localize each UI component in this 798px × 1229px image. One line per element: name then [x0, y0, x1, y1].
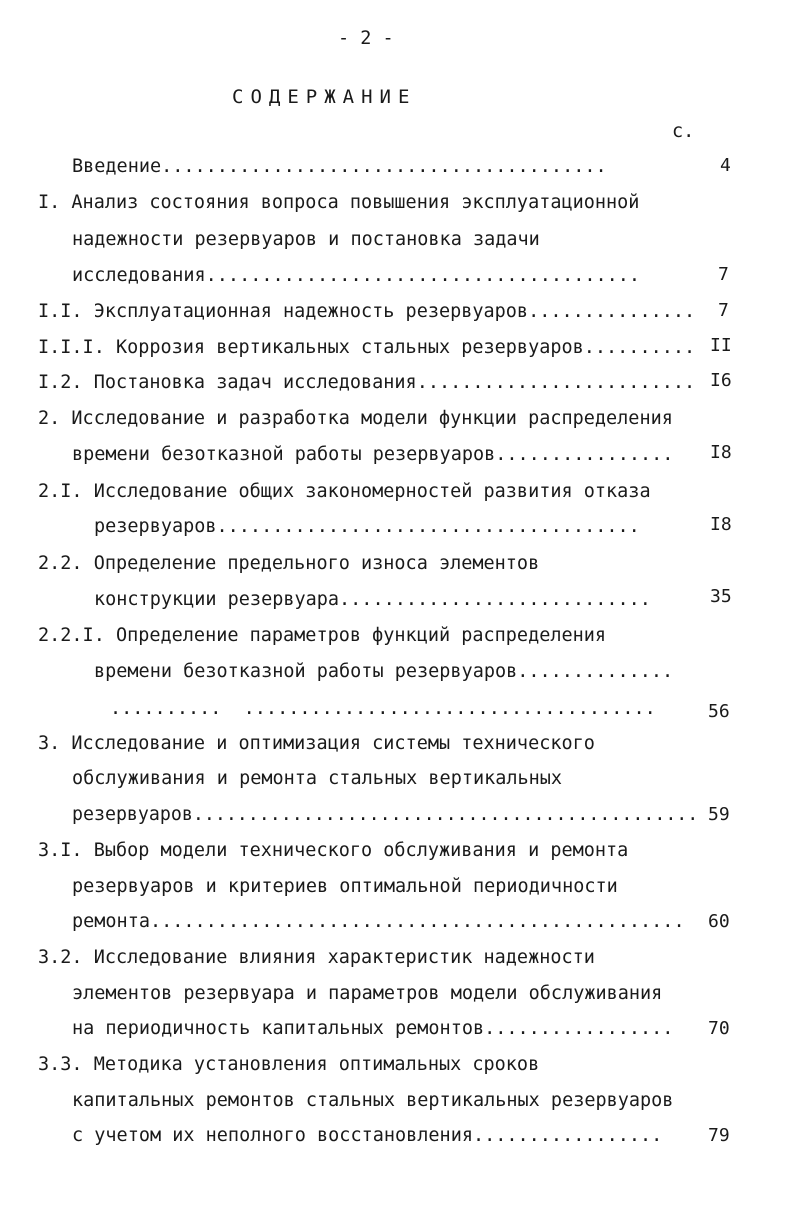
toc-entry-line: .......... ..................................... — [110, 698, 656, 719]
toc-entry-line: Введение........................................ — [72, 156, 607, 177]
toc-page-number: I8 — [710, 514, 732, 535]
toc-entry-line: с учетом их неполного восстановления................. — [72, 1125, 663, 1146]
toc-page-number: 7 — [718, 264, 729, 285]
toc-entry-line: конструкции резервуара............................ — [94, 589, 651, 610]
toc-entry-line: времени безотказной работы резервуаров.............. — [94, 661, 674, 682]
toc-page-number: 35 — [710, 586, 732, 607]
toc-page-number: 60 — [708, 911, 730, 932]
page-column-label: с. — [672, 121, 695, 142]
toc-page-number: 59 — [708, 804, 730, 825]
toc-heading: СОДЕРЖАНИЕ — [232, 86, 417, 108]
toc-entry-line: резервуаров...................................... — [94, 516, 640, 537]
toc-page-number: 79 — [708, 1125, 730, 1146]
toc-page-number: I6 — [710, 370, 732, 391]
toc-entry-line: I.I.I. Коррозия вертикальных стальных резервуаров.......... — [38, 337, 696, 358]
toc-entry-line: надежности резервуаров и постановка задачи — [72, 229, 540, 250]
toc-page-number: 4 — [720, 155, 731, 176]
toc-page-number: I8 — [710, 442, 732, 463]
toc-entry-line: резервуаров и критериев оптимальной периодичности — [72, 876, 618, 897]
toc-entry-line: 2.2.I. Определение параметров функций распределения — [38, 625, 607, 646]
toc-entry-line: исследования....................................... — [72, 265, 641, 286]
toc-entry-line: I.I. Эксплуатационная надежность резервуаров............... — [38, 301, 696, 322]
toc-page-number: 56 — [708, 701, 730, 722]
toc-entry-line: 3.2. Исследование влияния характеристик надежности — [38, 947, 595, 968]
toc-entry-line: 2. Исследование и разработка модели функции распределения — [38, 408, 673, 429]
toc-entry-line: на периодичность капитальных ремонтов................. — [72, 1018, 674, 1039]
toc-page-number: 70 — [708, 1018, 730, 1039]
page-number: - 2 - — [338, 28, 394, 49]
toc-entry-line: времени безотказной работы резервуаров................ — [72, 444, 674, 465]
toc-page-number: 7 — [718, 300, 729, 321]
toc-page-number: II — [710, 335, 732, 356]
toc-entry-line: элементов резервуара и параметров модели обслуживания — [72, 983, 663, 1004]
toc-entry-line: 2.I. Исследование общих закономерностей развития отказа — [38, 481, 651, 502]
toc-entry-line: ремонта................................................ — [72, 911, 685, 932]
toc-entry-line: I. Анализ состояния вопроса повышения эксплуатационной — [38, 192, 640, 213]
toc-entry-line: 3. Исследование и оптимизация системы технического — [38, 733, 595, 754]
toc-entry-line: 2.2. Определение предельного износа элементов — [38, 553, 540, 574]
toc-entry-line: капитальных ремонтов стальных вертикальных резервуаров — [72, 1090, 674, 1111]
toc-entry-line: 3.3. Методика установления оптимальных сроков — [38, 1054, 540, 1075]
toc-entry-line: обслуживания и ремонта стальных вертикальных — [72, 768, 563, 789]
toc-entry-line: резервуаров.............................................. — [72, 804, 699, 825]
toc-entry-line: I.2. Постановка задач исследования......................... — [38, 372, 696, 393]
toc-entry-line: 3.I. Выбор модели технического обслуживания и ремонта — [38, 840, 629, 861]
